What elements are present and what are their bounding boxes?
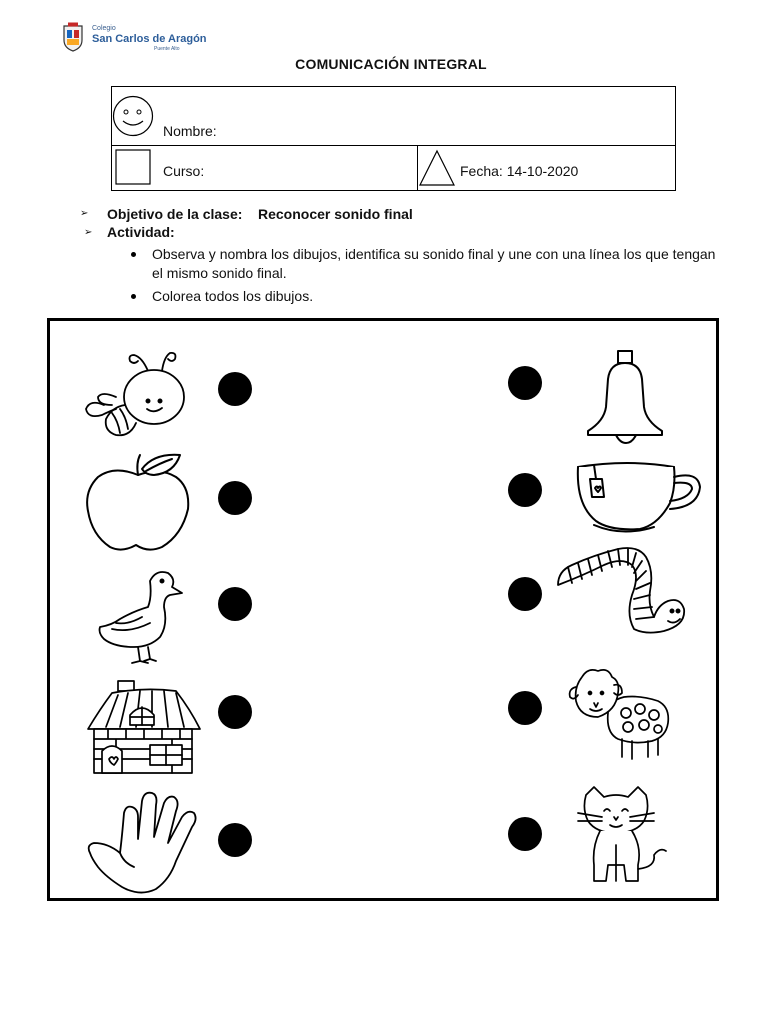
cat-drawing bbox=[576, 785, 668, 885]
smiley-face-icon bbox=[112, 94, 156, 138]
objetivo-label: Objetivo de la clase: bbox=[107, 206, 243, 222]
house-drawing bbox=[86, 679, 202, 779]
logo-small-text: Colegio bbox=[92, 25, 116, 32]
nombre-label: Nombre: bbox=[163, 123, 217, 139]
school-logo bbox=[62, 22, 222, 54]
sheep-drawing bbox=[568, 667, 674, 767]
logo-school-name: San Carlos de Aragón bbox=[92, 33, 207, 45]
connection-dot[interactable] bbox=[218, 695, 252, 729]
apple-drawing bbox=[84, 451, 194, 553]
arrow-bullet-icon: ➢ bbox=[84, 227, 93, 238]
objetivo-text: Reconocer sonido final bbox=[258, 206, 413, 222]
page-title: COMUNICACIÓN INTEGRAL bbox=[295, 56, 487, 72]
hand-drawing bbox=[84, 787, 200, 899]
instruction-bullet-1: Observa y nombra los dibujos, identifica su sonido final y une con una línea los que tengan el mismo sonido final. bbox=[152, 246, 716, 281]
arrow-bullet-icon: ➢ bbox=[80, 208, 89, 219]
connection-dot[interactable] bbox=[508, 366, 542, 400]
logo-subtitle: Puente Alto bbox=[154, 46, 180, 52]
square-icon bbox=[115, 149, 151, 185]
bullet-dot bbox=[131, 252, 136, 257]
bullet-dot bbox=[131, 294, 136, 299]
curso-cell bbox=[112, 146, 418, 191]
teacup-drawing bbox=[574, 457, 704, 537]
connection-dot[interactable] bbox=[218, 823, 252, 857]
connection-dot[interactable] bbox=[508, 817, 542, 851]
connection-dot[interactable] bbox=[218, 481, 252, 515]
duck-drawing bbox=[94, 567, 186, 667]
connection-dot[interactable] bbox=[218, 587, 252, 621]
connection-dot[interactable] bbox=[508, 473, 542, 507]
bee-drawing bbox=[82, 347, 192, 439]
nombre-row bbox=[112, 87, 675, 146]
connection-dot[interactable] bbox=[218, 372, 252, 406]
curso-label: Curso: bbox=[163, 163, 205, 179]
worm-drawing bbox=[554, 545, 694, 637]
school-crest-icon bbox=[62, 22, 84, 52]
bell-drawing bbox=[580, 347, 670, 447]
connection-dot[interactable] bbox=[508, 577, 542, 611]
exercise-frame bbox=[47, 318, 719, 901]
actividad-label: Actividad: bbox=[107, 224, 175, 240]
instruction-bullet-2: Colorea todos los dibujos. bbox=[152, 288, 314, 304]
fecha-cell bbox=[418, 146, 676, 191]
triangle-icon bbox=[418, 149, 456, 187]
connection-dot[interactable] bbox=[508, 691, 542, 725]
student-info-table bbox=[111, 86, 676, 191]
fecha-label: Fecha: 14-10-2020 bbox=[460, 163, 579, 179]
